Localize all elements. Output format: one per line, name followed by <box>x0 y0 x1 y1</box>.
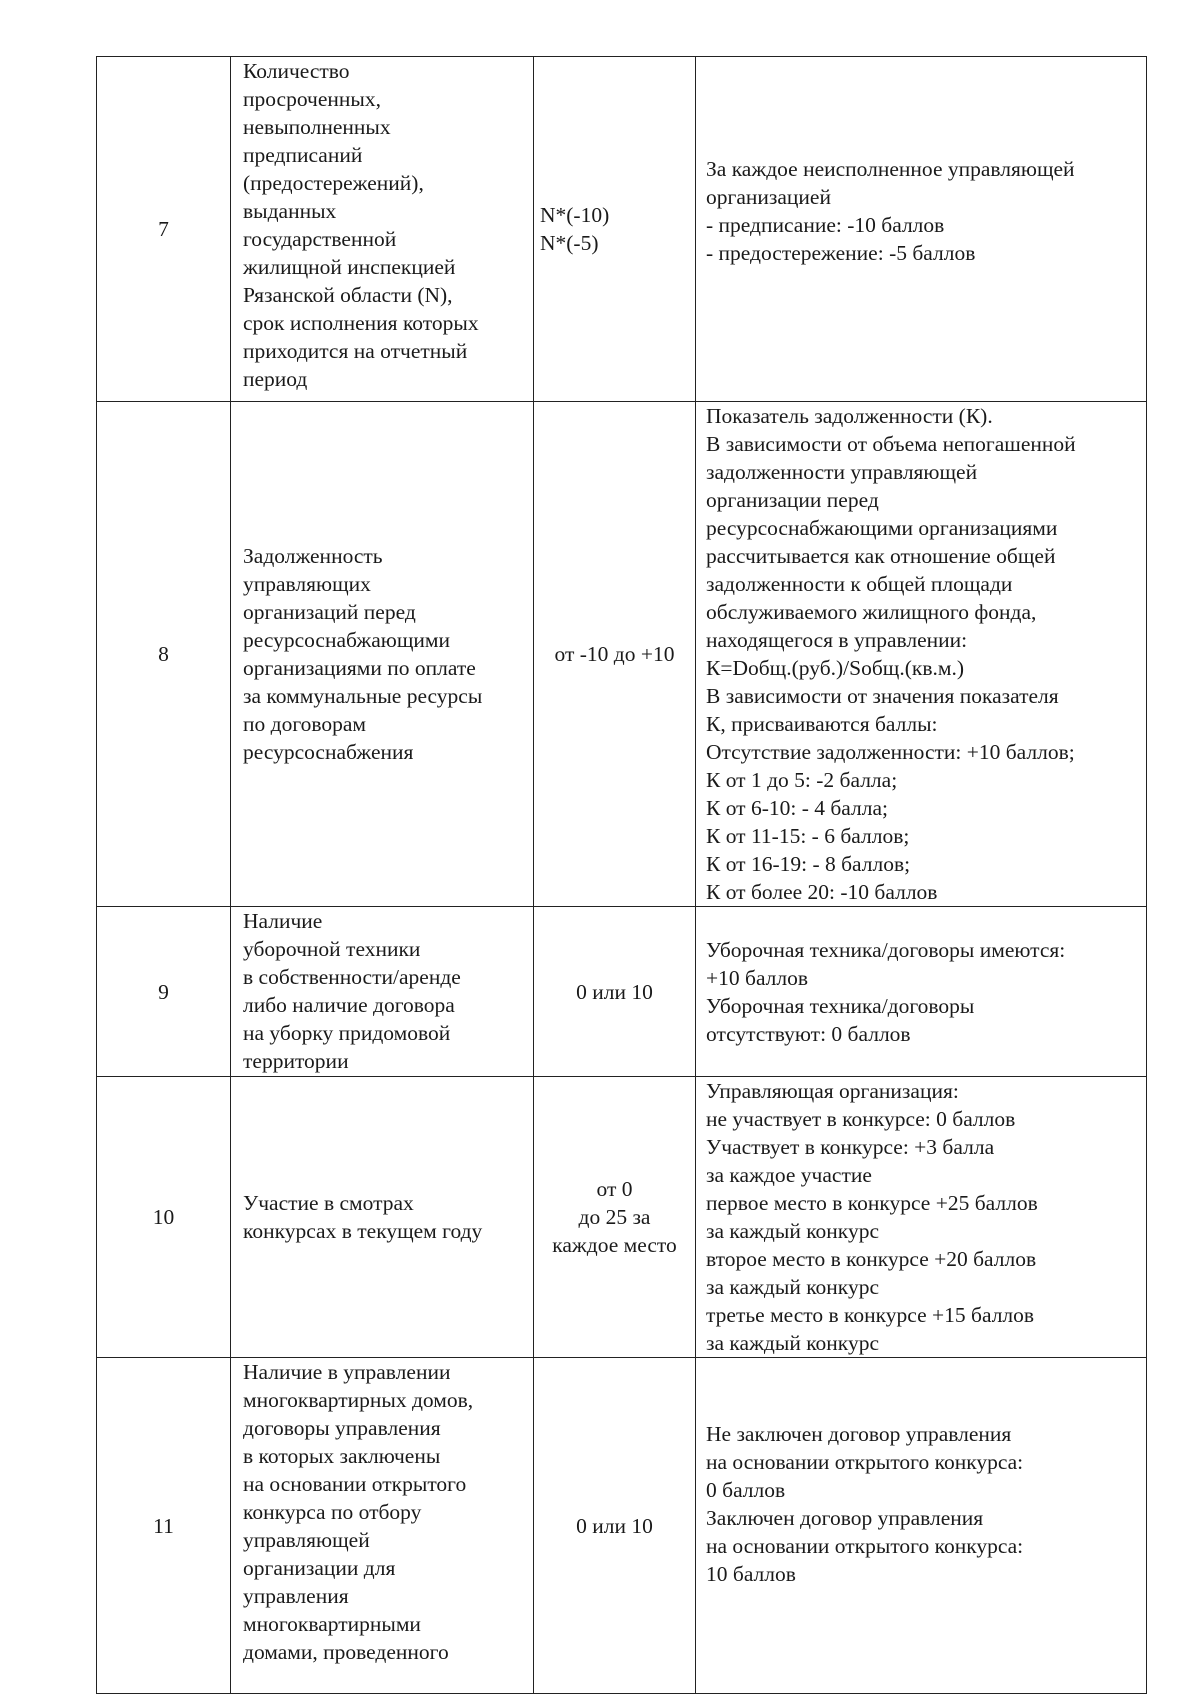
criterion-name-line: на основании открытого <box>243 1472 467 1496</box>
table-row <box>97 57 1147 402</box>
criterion-name-line: организаций перед <box>243 600 416 624</box>
criterion-name <box>231 402 534 907</box>
description-line: отсутствуют: 0 баллов <box>706 1021 911 1046</box>
criterion-name-line: Участие в смотрах <box>243 1191 414 1215</box>
description-line: за каждое участие <box>706 1163 872 1187</box>
row-number: 10 <box>97 1077 231 1358</box>
description-line: К от 1 до 5: -2 балла; <box>706 768 898 792</box>
criterion-name-line: Количество <box>243 59 350 83</box>
description-line: организацией <box>706 185 831 209</box>
score-range-line: N*(-5) <box>540 231 599 255</box>
criterion-name <box>231 907 534 1077</box>
description-line: на основании открытого конкурса: <box>706 1534 1024 1558</box>
description-line: находящегося в управлении: <box>706 628 968 652</box>
row-number: 11 <box>97 1358 231 1694</box>
criterion-name-line: домами, проведенного <box>243 1640 449 1664</box>
criterion-name-line: конкурса по отбору <box>243 1500 422 1524</box>
description-line: Управляющая организация: <box>706 1079 959 1103</box>
criterion-name-line: территории <box>243 1049 349 1073</box>
criterion-name-line: ресурсоснабжающими <box>243 628 451 652</box>
description-line: обслуживаемого жилищного фонда, <box>706 600 1037 624</box>
criterion-name-line: государственной <box>243 227 397 251</box>
description-line: К от 11-15: - 6 баллов; <box>706 824 910 848</box>
criterion-name-line: выданных <box>243 199 337 223</box>
criterion-name-line: Наличие <box>243 909 323 933</box>
description-line: ресурсоснабжающими организациями <box>706 516 1058 540</box>
description-line: Отсутствие задолженности: +10 баллов; <box>706 740 1075 764</box>
criterion-name-line: многоквартирными <box>243 1612 421 1636</box>
description-line: 0 баллов <box>706 1478 786 1502</box>
description-line: Показатель задолженности (К). <box>706 404 993 428</box>
criterion-name-line: по договорам <box>243 712 367 736</box>
description-line: второе место в конкурсе +20 баллов <box>706 1247 1037 1271</box>
table-row <box>97 1077 1147 1358</box>
criterion-name-line: организации для <box>243 1556 396 1580</box>
description-line: за каждый конкурс <box>706 1219 879 1243</box>
criterion-name-line: управления <box>243 1584 349 1608</box>
criterion-name-line: в которых заключены <box>243 1444 441 1468</box>
score-range-line: до 25 за <box>578 1205 651 1229</box>
score-range <box>534 1077 696 1358</box>
criterion-name-line: договоры управления <box>243 1416 441 1440</box>
scoring-description <box>696 1358 1147 1694</box>
table-row <box>97 402 1147 907</box>
criterion-name-line: жилищной инспекцией <box>243 255 456 279</box>
scoring-description <box>696 1077 1147 1358</box>
score-range-line: от -10 до +10 <box>554 642 675 666</box>
score-range <box>534 1358 696 1694</box>
criterion-name-line: Задолженность <box>243 544 383 568</box>
description-line: рассчитывается как отношение общей <box>706 544 1056 568</box>
criterion-name-line: организациями по оплате <box>243 656 476 680</box>
description-line: В зависимости от значения показателя <box>706 684 1059 708</box>
criterion-name <box>231 1077 534 1358</box>
description-line: за каждый конкурс <box>706 1331 879 1355</box>
score-range <box>534 907 696 1077</box>
score-range-line: N*(-10) <box>540 203 610 227</box>
description-line: не участвует в конкурсе: 0 баллов <box>706 1107 1016 1131</box>
criterion-name-line: предписаний <box>243 143 363 167</box>
table-row <box>97 907 1147 1077</box>
score-range <box>534 57 696 402</box>
description-line: К от 6-10: - 4 балла; <box>706 796 889 820</box>
description-line: первое место в конкурсе +25 баллов <box>706 1191 1038 1215</box>
score-range <box>534 402 696 907</box>
criterion-name-line: период <box>243 367 308 391</box>
score-range-line: каждое место <box>552 1233 677 1257</box>
description-line: Уборочная техника/договоры имеются: <box>706 937 1066 962</box>
description-line: Не заключен договор управления <box>706 1422 1012 1446</box>
scoring-description <box>696 907 1147 1077</box>
scoring-description <box>696 57 1147 402</box>
criterion-name-line: срок исполнения которых <box>243 311 479 335</box>
description-line: 10 баллов <box>706 1562 796 1586</box>
description-line: К, присваиваются баллы: <box>706 712 938 736</box>
description-line: Участвует в конкурсе: +3 балла <box>706 1135 995 1159</box>
criterion-name-line: уборочной техники <box>243 937 421 961</box>
score-range-line: 0 или 10 <box>576 1513 653 1538</box>
criterion-name-line: либо наличие договора <box>243 993 455 1017</box>
description-line: К=Dобщ.(руб.)/Sобщ.(кв.м.) <box>706 656 964 680</box>
row-number: 8 <box>97 402 231 907</box>
criterion-name-line: управляющей <box>243 1528 370 1552</box>
criterion-name-line: Наличие в управлении <box>243 1360 451 1384</box>
row-number: 9 <box>97 907 231 1077</box>
score-range-line: 0 или 10 <box>576 979 653 1004</box>
criteria-table <box>96 56 1147 1694</box>
description-line: третье место в конкурсе +15 баллов <box>706 1303 1035 1327</box>
description-line: Уборочная техника/договоры <box>706 993 975 1018</box>
criterion-name-line: управляющих <box>243 572 371 596</box>
criterion-name <box>231 1358 534 1694</box>
criterion-name <box>231 57 534 402</box>
criterion-name-line: в собственности/аренде <box>243 965 461 989</box>
criterion-name-line: просроченных, <box>243 87 381 111</box>
criterion-name-line: (предостережений), <box>243 171 424 195</box>
description-line: К от более 20: -10 баллов <box>706 880 938 904</box>
row-number: 7 <box>97 57 231 402</box>
criterion-name-line: Рязанской области (N), <box>243 283 453 307</box>
criterion-name-line: многоквартирных домов, <box>243 1388 474 1412</box>
criterion-name-line: приходится на отчетный <box>243 339 468 363</box>
description-line: За каждое неисполненное управляющей <box>706 157 1075 181</box>
scoring-description <box>696 402 1147 907</box>
description-line: - предписание: -10 баллов <box>706 213 945 237</box>
description-line: задолженности к общей площади <box>706 572 1013 596</box>
score-range-line: от 0 <box>596 1177 633 1201</box>
description-line: В зависимости от объема непогашенной <box>706 432 1076 456</box>
description-line: на основании открытого конкурса: <box>706 1450 1024 1474</box>
description-line: +10 баллов <box>706 965 809 990</box>
description-line: организации перед <box>706 488 879 512</box>
criterion-name-line: на уборку придомовой <box>243 1021 451 1045</box>
criterion-name-line: конкурсах в текущем году <box>243 1219 483 1243</box>
table-row <box>97 1358 1147 1694</box>
criterion-name-line: ресурсоснабжения <box>243 740 414 764</box>
criterion-name-line: за коммунальные ресурсы <box>243 684 483 708</box>
criterion-name-line: невыполненных <box>243 115 391 139</box>
description-line: Заключен договор управления <box>706 1506 984 1530</box>
description-line: за каждый конкурс <box>706 1275 879 1299</box>
description-line: - предостережение: -5 баллов <box>706 241 976 265</box>
description-line: задолженности управляющей <box>706 460 978 484</box>
description-line: К от 16-19: - 8 баллов; <box>706 852 911 876</box>
